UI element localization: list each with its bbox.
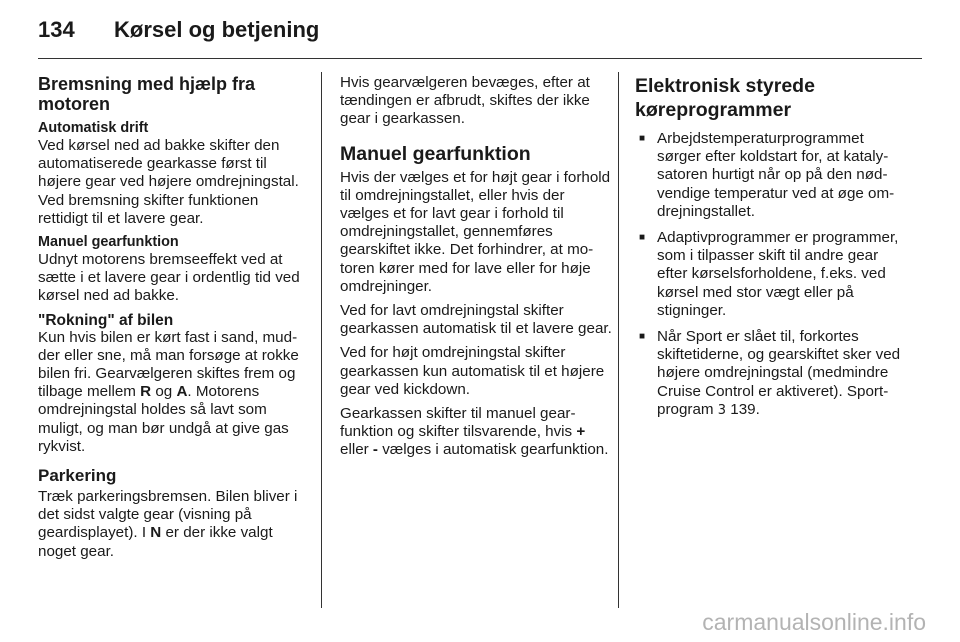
watermark: carmanualsonline.info	[702, 609, 926, 635]
bullet-icon: ■	[639, 331, 646, 343]
gear-r: R	[140, 383, 152, 401]
column-divider-2	[618, 72, 619, 608]
paragraph-manual-4: Gearkassen skifter til manuel gearfunktion og skifter tilsvarende, hvis + eller - vælges i automatisk gearfunktion.	[340, 405, 609, 459]
column-2	[340, 74, 612, 466]
bullet-icon: ■	[639, 133, 646, 144]
list-item: ■ Arbejdstemperaturprogrammet sørger efter koldstart for, at katalysatoren hurtigt når op på den nødvendige temperatur ved at øge omdrejningstallet.	[635, 130, 907, 221]
section-heading-engine-braking: Bremsning med hjælp fra motoren	[38, 74, 256, 114]
paragraph-manual: Udnyt motorens bremseeffekt ved at sætte i et lavere gear i ordentlig tid ved kørsel ned ad bakke.	[38, 251, 300, 305]
paragraph-rocking: Kun hvis bilen er kørt fast i sand, mudder eller sne, må man forsøge at rokke bilen fri. Gearvælgeren skiftes frem og tilbage mellem R og A. Motorens omdrejningstal holdes så lavt som muligt, og man bør undgå at give gas rykvist.	[38, 328, 299, 455]
subheading-automatic: Automatisk drift	[38, 120, 149, 136]
section-heading-drive-programs: Elektronisk styrede køreprogrammer	[635, 75, 815, 121]
gear-a: A	[176, 383, 188, 401]
subheading-parking: Parkering	[38, 466, 117, 486]
subheading-manual: Manuel gearfunktion	[38, 234, 179, 251]
page-title: Kørsel og betjening	[114, 17, 320, 42]
bullet-icon: ■	[639, 232, 646, 244]
page-reference-icon: 3	[717, 402, 727, 418]
page-number: 134	[38, 17, 75, 42]
paragraph-intro: Hvis gearvælgeren bevæges, efter at tændingen er afbrudt, skiftes der ikke gear i gearkassen.	[340, 74, 590, 128]
page-reference-link[interactable]: 139.	[726, 400, 760, 418]
list-item: ■ Når Sport er slået til, forkortes skiftetiderne, og gearskiftet sker ved højere omdrejningstal (medmindre Cruise Control er aktiveret). Sport-program 3 139.	[635, 328, 907, 420]
subheading-rocking: "Rokning" af bilen	[38, 311, 174, 329]
column-divider-1	[321, 72, 322, 608]
gear-n: N	[150, 524, 162, 542]
section-heading-manual-gear: Manuel gearfunktion	[340, 142, 531, 165]
column-3	[635, 74, 907, 428]
list-item: ■ Adaptivprogrammer er programmer, som i tilpasser skift til andre gear efter kørselsforholdene, f.eks. ved kørsel med stor vægt eller på stigninger.	[635, 229, 907, 320]
column-1	[38, 74, 310, 567]
paragraph-manual-3: Ved for højt omdrejningstal skifter gearkassen kun automatisk til et højere gear ved kickdown.	[340, 344, 605, 398]
paragraph-manual-2: Ved for lavt omdrejningstal skifter gearkassen automatisk til et lavere gear.	[340, 302, 612, 338]
paragraph-automatic: Ved kørsel ned ad bakke skifter den automatiserede gearkasse først til højere gear ved højere omdrejningstal. Ved bremsning skifter funktionen rettidigt til et lavere gear.	[38, 137, 299, 227]
paragraph-parking: Træk parkeringsbremsen. Bilen bliver i det sidst valgte gear (visning på geardisplayet). I N er der ikke valgt noget gear.	[38, 488, 298, 560]
minus-symbol: -	[372, 441, 378, 459]
plus-symbol: +	[576, 423, 586, 441]
paragraph-manual-1: Hvis der vælges et for højt gear i forhold til omdrejningstallet, eller hvis der vælges et for lavt gear i forhold til omdrejningstallet, gennemføres gearskiftet ikke. Det forhindrer, at motoren kører med for lave eller for høje omdrejninger.	[340, 168, 611, 295]
header-divider	[38, 58, 922, 59]
